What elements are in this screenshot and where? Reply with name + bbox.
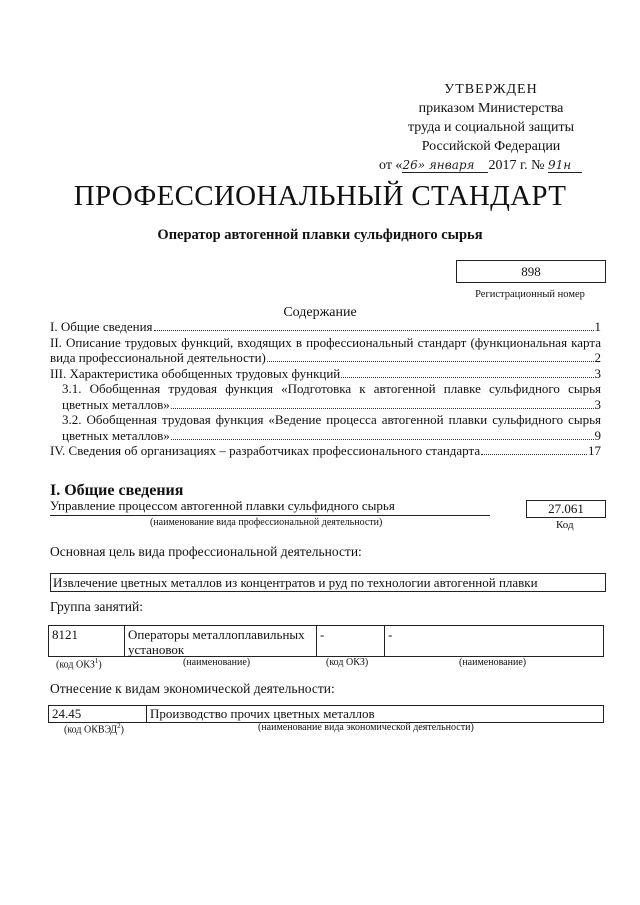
table-of-contents bbox=[50, 319, 601, 459]
approval-order: приказом Министерства bbox=[418, 101, 564, 116]
document-title: ПРОФЕССИОНАЛЬНЫЙ СТАНДАРТ bbox=[73, 180, 567, 212]
okved-name-caption: (наименование вида экономической деятельности) bbox=[258, 722, 474, 733]
toc-page-number: 17 bbox=[588, 443, 601, 458]
activity-code-box: 27.061 bbox=[526, 500, 606, 518]
activity-kind-field: Управление процессом автогенной плавки сульфидного сырья bbox=[50, 498, 490, 516]
toc-page-number: 9 bbox=[594, 427, 601, 443]
toc-entry-functions-description[interactable] bbox=[50, 335, 601, 366]
okz-name-cell: Операторы металлоплавильных установок bbox=[125, 626, 317, 656]
toc-entry-text-cont: цветных металлов» bbox=[62, 427, 170, 443]
toc-page-number: 3 bbox=[594, 396, 601, 412]
toc-entry-text: IV. Сведения об организациях – разработчиках профессионального стандарта bbox=[50, 443, 481, 458]
toc-page-number: 3 bbox=[594, 365, 601, 381]
toc-entry-text: 3.2. Обобщенная трудовая функция «Ведение процесса автогенной плавки сульфидного сырья bbox=[62, 412, 601, 427]
economic-activity-label: Отнесение к видам экономической деятельности: bbox=[50, 681, 335, 696]
toc-leader bbox=[171, 407, 594, 409]
okved-name-cell: Производство прочих цветных металлов bbox=[150, 706, 375, 721]
toc-entry-general-info[interactable] bbox=[50, 319, 601, 335]
toc-entry-3-2[interactable] bbox=[50, 412, 601, 443]
okz-name-cell-2: - bbox=[388, 627, 393, 642]
toc-entry-text-cont: вида профессиональной деятельности) bbox=[50, 350, 266, 365]
handwritten-order-number: 91н bbox=[548, 159, 582, 173]
okved-code-cell: 24.45 bbox=[49, 706, 147, 722]
toc-entry-text: II. Описание трудовых функций, входящих в профессиональный стандарт (функциональная карта bbox=[50, 334, 601, 350]
toc-page-number: 2 bbox=[594, 350, 601, 365]
registration-number-label: Регистрационный номер bbox=[475, 289, 585, 300]
occupation-group-label: Группа занятий: bbox=[50, 599, 143, 614]
toc-entry-3-1[interactable] bbox=[50, 381, 601, 412]
toc-leader bbox=[154, 329, 594, 331]
toc-entry-text: 3.1. Обобщенная трудовая функция «Подготовка к автогенной плавке сульфидного сырья bbox=[62, 381, 601, 396]
approval-block bbox=[376, 80, 606, 175]
toc-leader bbox=[341, 376, 593, 378]
okz-name-caption: (наименование) bbox=[183, 657, 251, 668]
okz-code-caption-2: (код ОКЗ) bbox=[326, 657, 369, 668]
footnote-marker: 1 bbox=[94, 657, 99, 665]
toc-entry-generalized-functions[interactable] bbox=[50, 366, 601, 382]
profession-title: Оператор автогенной плавки сульфидного сырья bbox=[157, 227, 483, 243]
okved-code-caption: (код ОКВЭД$^2$) bbox=[64, 722, 124, 736]
approval-country: Российской Федерации bbox=[421, 139, 561, 154]
footnote-marker: 2 bbox=[117, 722, 121, 730]
activity-kind-caption: (наименование вида профессиональной деятельности) bbox=[150, 517, 383, 528]
approval-date-line bbox=[376, 156, 606, 175]
goal-label: Основная цель вида профессиональной деятельности: bbox=[50, 544, 362, 559]
code-caption: Код bbox=[556, 519, 574, 531]
approval-title: УТВЕРЖДЕН bbox=[444, 82, 538, 97]
occupation-group-table bbox=[48, 625, 604, 657]
toc-entry-developers[interactable] bbox=[50, 443, 601, 459]
approval-ministry: труда и социальной защиты bbox=[408, 120, 574, 135]
handwritten-date: 26» января bbox=[402, 159, 488, 173]
okz-code-caption-text: (код ОКЗ bbox=[56, 659, 95, 671]
toc-heading: Содержание bbox=[283, 305, 357, 320]
registration-number-box: 898 bbox=[456, 260, 606, 283]
goal-field: Извлечение цветных металлов из концентратов и руд по технологии автогенной плавки bbox=[50, 573, 606, 592]
toc-page-number: 1 bbox=[594, 319, 601, 334]
section-heading: I. Общие сведения bbox=[50, 482, 184, 499]
date-prefix: от « bbox=[379, 158, 403, 173]
okz-code-cell-2: - bbox=[317, 626, 385, 656]
okz-code-cell: 8121 bbox=[49, 626, 125, 656]
toc-entry-text: I. Общие сведения bbox=[50, 319, 153, 334]
okved-code-caption-text: (код ОКВЭД bbox=[64, 724, 118, 736]
toc-leader bbox=[481, 453, 587, 455]
toc-leader bbox=[171, 438, 594, 440]
toc-entry-text-cont: цветных металлов» bbox=[62, 396, 170, 412]
toc-leader bbox=[267, 360, 594, 362]
toc-entry-text: III. Характеристика обобщенных трудовых функций bbox=[50, 365, 341, 381]
economic-activity-table bbox=[48, 705, 604, 723]
okz-code-caption: (код ОКЗ$^1$) bbox=[56, 657, 102, 671]
date-year: 2017 г. № bbox=[488, 158, 545, 173]
okz-name-caption-2: (наименование) bbox=[459, 657, 527, 668]
